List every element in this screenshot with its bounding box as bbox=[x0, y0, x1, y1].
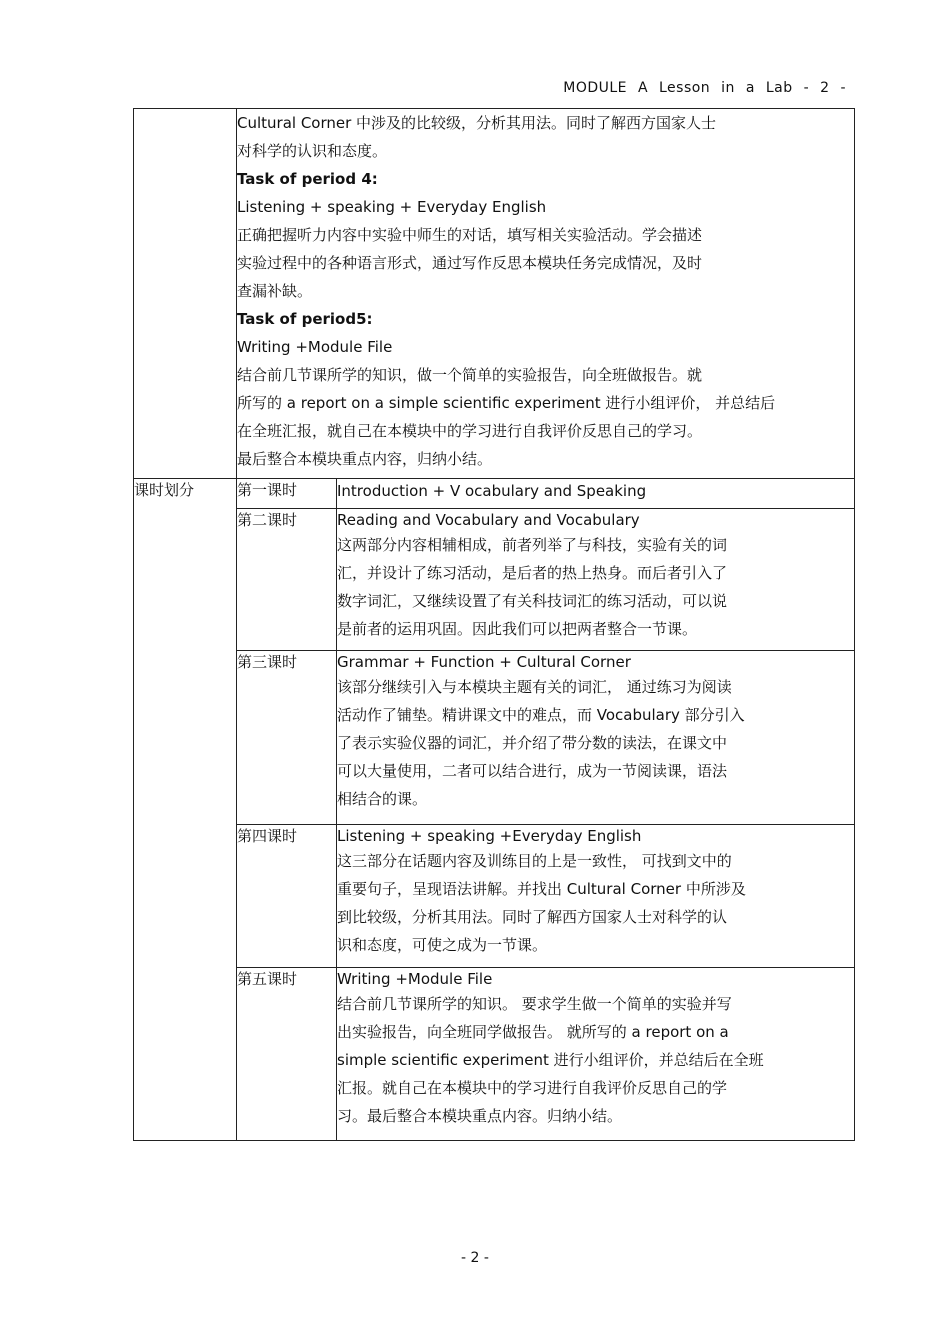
lesson-desc-line: 重要句子，呈现语法讲解。并找出 Cultural Corner 中所涉及 bbox=[337, 880, 746, 898]
lesson-desc-line: 出实验报告，向全班同学做报告。 就所写的 a report on a bbox=[337, 1023, 729, 1041]
schedule-row-label: 课时划分 bbox=[134, 479, 237, 1141]
lesson-desc-line: 到比较级，分析其用法。同时了解西方国家人士对科学的认 bbox=[337, 908, 728, 926]
lesson-desc-line: Listening + speaking +Everyday English bbox=[337, 827, 642, 845]
task-heading: Task of period5: bbox=[237, 310, 373, 328]
tasks-row bbox=[134, 109, 855, 479]
tasks-cell bbox=[237, 109, 855, 479]
task-text-line: 在全班汇报，就自己在本模块中的学习进行自我评价反思自己的学习。 bbox=[237, 422, 703, 440]
lesson-desc-line: 数字词汇，又继续设置了有关科技词汇的练习活动，可以说 bbox=[337, 592, 728, 610]
lesson-desc-line: Reading and Vocabulary and Vocabulary bbox=[337, 511, 640, 529]
lesson-row-3 bbox=[134, 651, 855, 825]
task-text-line: 查漏补缺。 bbox=[237, 282, 313, 300]
lesson-desc-line: 相结合的课。 bbox=[337, 790, 428, 808]
task-text-line: 正确把握听力内容中实验中师生的对话，填写相关实验活动。学会描述 bbox=[237, 226, 703, 244]
lesson-name: 第一课时 bbox=[237, 479, 337, 509]
lesson-row-5 bbox=[134, 968, 855, 1141]
lesson-row-1 bbox=[134, 479, 855, 509]
tasks-row-label-cell bbox=[134, 109, 237, 479]
lesson-row-2 bbox=[134, 509, 855, 651]
lesson-desc-line: Introduction + V ocabulary and Speaking bbox=[337, 479, 855, 509]
task-text-line: 结合前几节课所学的知识，做一个简单的实验报告，向全班做报告。就 bbox=[237, 366, 703, 384]
task-text-line: 对科学的认识和态度。 bbox=[237, 142, 388, 160]
task-text-line: Listening + speaking + Everyday English bbox=[237, 198, 547, 216]
task-text-line: 最后整合本模块重点内容，归纳小结。 bbox=[237, 450, 493, 468]
lesson-desc-line: 汇，并设计了练习活动，是后者的热上热身。而后者引入了 bbox=[337, 564, 728, 582]
lesson-desc-cell bbox=[337, 825, 855, 968]
lesson-desc-line: 该部分继续引入与本模块主题有关的词汇， 通过练习为阅读 bbox=[337, 678, 732, 696]
lesson-name: 第三课时 bbox=[237, 651, 337, 825]
running-header: MODULE A Lesson in a Lab - 2 - bbox=[563, 80, 846, 96]
lesson-name: 第五课时 bbox=[237, 968, 337, 1141]
lesson-desc-line: 了表示实验仪器的词汇，并介绍了带分数的读法，在课文中 bbox=[337, 734, 728, 752]
task-heading: Task of period 4: bbox=[237, 170, 378, 188]
lesson-desc-line: 习。最后整合本模块重点内容。归纳小结。 bbox=[337, 1107, 623, 1125]
lesson-desc-cell bbox=[337, 968, 855, 1141]
lesson-desc-cell bbox=[337, 651, 855, 825]
task-text-line: 实验过程中的各种语言形式，通过写作反思本模块任务完成情况，及时 bbox=[237, 254, 703, 272]
lesson-desc-line: Writing +Module File bbox=[337, 970, 493, 988]
lesson-desc-line: 汇报。就自己在本模块中的学习进行自我评价反思自己的学 bbox=[337, 1079, 728, 1097]
lesson-desc-cell bbox=[337, 509, 855, 651]
lesson-plan-table bbox=[133, 108, 855, 1141]
lesson-desc-line: 活动作了铺垫。精讲课文中的难点，而 Vocabulary 部分引入 bbox=[337, 706, 745, 724]
task-text-line: Cultural Corner 中涉及的比较级，分析其用法。同时了解西方国家人士 bbox=[237, 114, 717, 132]
lesson-desc-line: simple scientific experiment 进行小组评价，并总结后在全班 bbox=[337, 1051, 764, 1069]
task-text-line: Writing +Module File bbox=[237, 338, 393, 356]
lesson-desc-line: 是前者的运用巩固。因此我们可以把两者整合一节课。 bbox=[337, 620, 698, 638]
lesson-desc-line: 识和态度，可使之成为一节课。 bbox=[337, 936, 548, 954]
lesson-row-4 bbox=[134, 825, 855, 968]
lesson-desc-line: 这三部分在话题内容及训练目的上是一致性， 可找到文中的 bbox=[337, 852, 732, 870]
page-number: - 2 - bbox=[461, 1250, 489, 1266]
lesson-name: 第二课时 bbox=[237, 509, 337, 651]
lesson-desc-line: 这两部分内容相辅相成，前者列举了与科技，实验有关的词 bbox=[337, 536, 728, 554]
lesson-name: 第四课时 bbox=[237, 825, 337, 968]
lesson-desc-line: 结合前几节课所学的知识。 要求学生做一个简单的实验并写 bbox=[337, 995, 732, 1013]
lesson-desc-line: 可以大量使用，二者可以结合进行，成为一节阅读课，语法 bbox=[337, 762, 728, 780]
lesson-desc-line: Grammar + Function + Cultural Corner bbox=[337, 653, 631, 671]
task-text-line: 所写的 a report on a simple scientific experiment 进行小组评价， 并总结后 bbox=[237, 394, 776, 412]
